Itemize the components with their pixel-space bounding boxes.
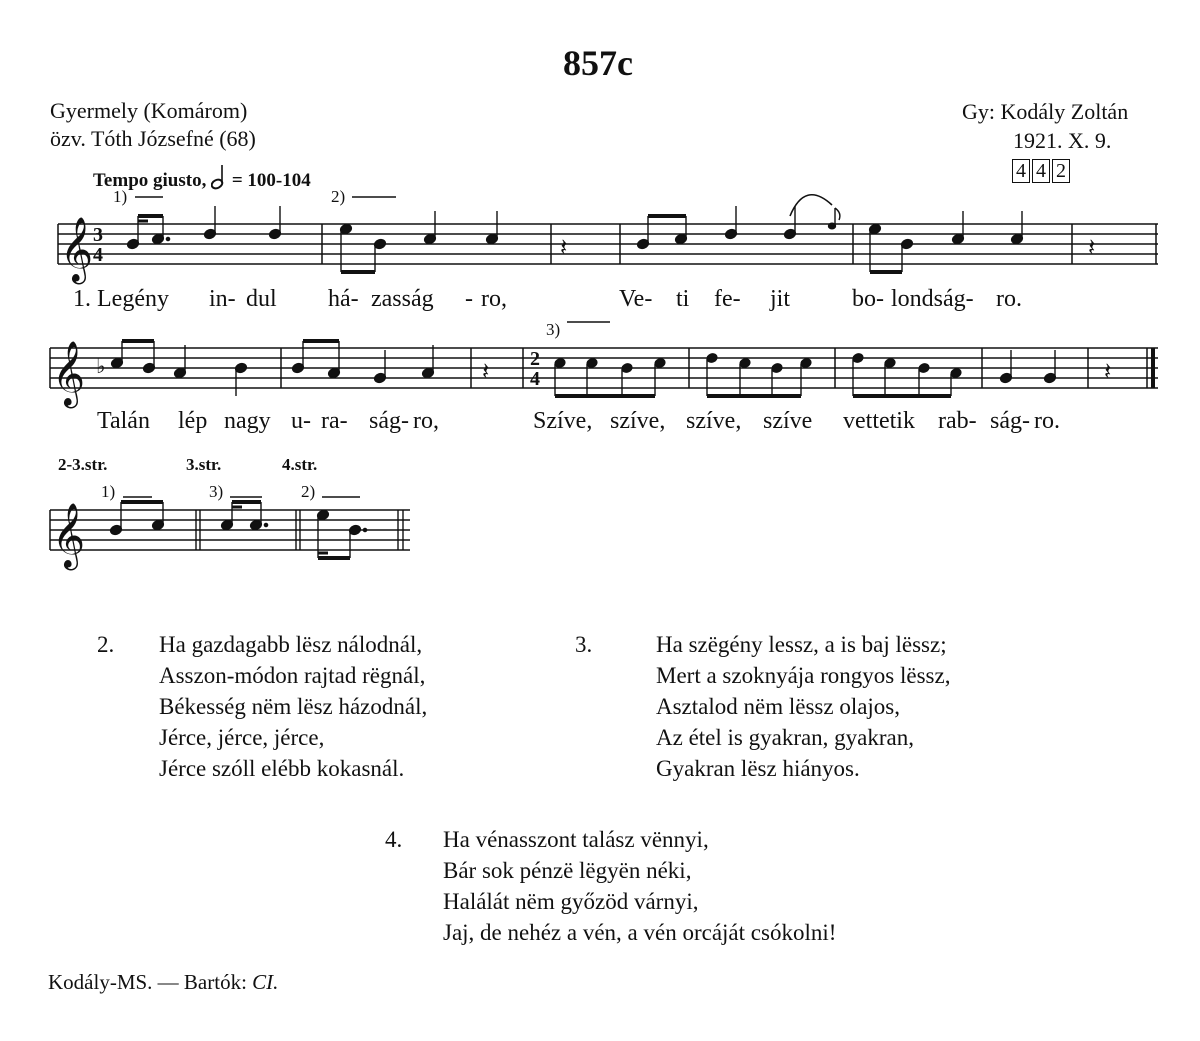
lyric: Szíve, <box>533 408 593 434</box>
svg-text:4: 4 <box>530 368 540 390</box>
variant-mark: 2) <box>331 187 346 206</box>
form-box: 2 <box>1052 159 1070 183</box>
variant-mark: 1) <box>101 482 116 501</box>
lyric: jit <box>770 286 791 312</box>
variant-mark: 3) <box>546 320 561 339</box>
verse-number: 2. <box>97 632 115 657</box>
place: Gyermely (Komárom) <box>50 98 248 123</box>
lyric: zasság <box>371 286 434 312</box>
collector: Gy: Kodály Zoltán <box>962 99 1129 124</box>
lyric: - <box>465 286 473 312</box>
form-box: 4 <box>1032 159 1050 183</box>
treble-clef-icon: 𝄞 <box>60 219 94 281</box>
variant-label: 2-3.str. <box>58 455 108 474</box>
quarter-rest-icon: 𝄽 <box>560 235 568 261</box>
lyric: szíve, <box>686 408 742 434</box>
verse-line: Asztalod nëm lëssz olajos, <box>656 694 901 719</box>
lyric: fe- <box>714 286 741 312</box>
tempo-label: Tempo giusto, <box>93 170 207 191</box>
lyric: szíve <box>763 408 813 434</box>
lyric: ro, <box>481 286 507 312</box>
lyric: Ve- <box>619 286 653 312</box>
verse-line: Jaj, de nehéz a vén, a vén orcáját csókolni! <box>443 920 837 945</box>
lyric: ti <box>676 286 690 312</box>
lyric: szíve, <box>610 408 666 434</box>
lyric: ság- <box>990 408 1030 434</box>
verse-line: Jérce, jérce, jérce, <box>159 725 325 750</box>
lyric: ság- <box>369 408 409 434</box>
lyric: nagy <box>224 408 271 434</box>
verse-line: Békesség nëm lësz házodnál, <box>159 694 428 719</box>
variant-label: 4.str. <box>282 455 318 474</box>
verse-number: 4. <box>385 827 403 852</box>
verse-line: Jérce szóll elébb kokasnál. <box>159 756 405 781</box>
source-note <box>48 970 278 995</box>
verse-line: Bár sok pénzë lëgyën néki, <box>443 858 692 883</box>
svg-text:♭: ♭ <box>96 356 106 378</box>
verse-line: Az étel is gyakran, gyakran, <box>656 725 915 750</box>
tempo-value: = 100-104 <box>231 170 311 191</box>
singer: özv. Tóth Józsefné (68) <box>50 126 256 151</box>
lyric: bo- <box>852 286 884 312</box>
lyric: dul <box>246 286 277 312</box>
variant-label: 3.str. <box>186 455 222 474</box>
source-ref: CI. <box>252 970 279 994</box>
verse-line: Ha szëgény lessz, a is baj lëssz; <box>656 632 947 657</box>
verse-line: Halálát nëm győzöd várnyi, <box>443 889 699 914</box>
verse-4 <box>443 824 836 948</box>
page-title: 857c <box>563 43 633 83</box>
lyric: 1. Legény <box>73 286 169 312</box>
verse-line: Ha gazdagabb lësz nálodnál, <box>159 632 423 657</box>
verse-2 <box>159 629 427 784</box>
source-text: Kodály-MS. — Bartók: <box>48 970 247 994</box>
lyric: vettetik <box>843 408 915 434</box>
treble-clef-icon: 𝄞 <box>52 343 86 405</box>
lyric: há- <box>328 286 359 312</box>
variant-mark: 2) <box>301 482 316 501</box>
lyric: rab- <box>938 408 977 434</box>
quarter-rest-icon: 𝄽 <box>482 359 490 385</box>
date: 1921. X. 9. <box>1013 128 1112 153</box>
lyric: ro, <box>413 408 439 434</box>
verse-line: Mert a szoknyája rongyos lëssz, <box>656 663 951 688</box>
lyric: londság- <box>891 286 974 312</box>
quarter-rest-icon: 𝄽 <box>1088 235 1096 261</box>
verse-line: Asszon-módon rajtad rëgnál, <box>159 663 426 688</box>
lyric: lép <box>178 408 208 434</box>
lyric: ra- <box>321 408 348 434</box>
lyric: Talán <box>97 408 150 434</box>
verse-line: Ha vénasszont talász vënnyi, <box>443 827 709 852</box>
variant-mark: 1) <box>113 187 128 206</box>
quarter-rest-icon: 𝄽 <box>1104 359 1112 385</box>
variant-mark: 3) <box>209 482 224 501</box>
lyric: ro. <box>996 286 1022 312</box>
treble-clef-icon: 𝄞 <box>52 505 86 567</box>
svg-text:4: 4 <box>93 244 103 266</box>
verse-line: Gyakran lësz hiányos. <box>656 756 860 781</box>
verse-3 <box>656 629 950 784</box>
form-box: 4 <box>1012 159 1030 183</box>
lyric: u- <box>291 408 311 434</box>
svg-text:3: 3 <box>93 224 103 246</box>
verse-number: 3. <box>575 632 593 657</box>
lyric: ro. <box>1034 408 1060 434</box>
lyric: in- <box>209 286 236 312</box>
svg-text:2: 2 <box>530 348 540 370</box>
